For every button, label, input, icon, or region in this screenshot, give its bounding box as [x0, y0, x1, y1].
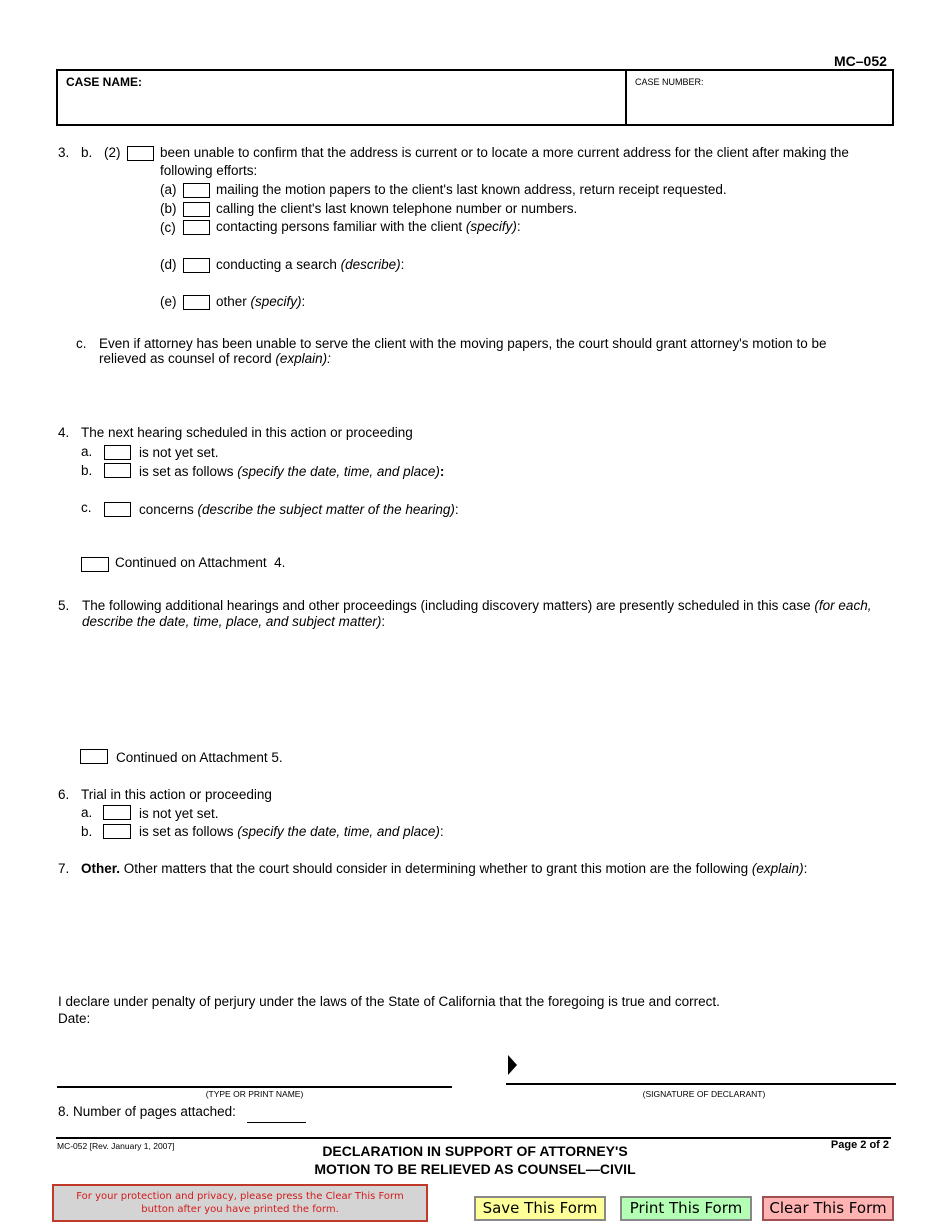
date-label: Date: — [58, 1011, 91, 1026]
item3-b2-text-2: following efforts: — [160, 163, 258, 178]
item4-b-label: b. — [81, 463, 93, 478]
privacy-notice — [52, 1184, 428, 1222]
item4-c-checkbox[interactable] — [104, 502, 131, 517]
revision-text: MC-052 [Rev. January 1, 2007] — [57, 1141, 175, 1151]
signature-caption: (SIGNATURE OF DECLARANT) — [642, 1089, 766, 1099]
item4-c-text: concerns (describe the subject matter of the hearing): — [139, 502, 459, 517]
item6-a-label: a. — [81, 805, 93, 820]
date-field[interactable] — [100, 1011, 300, 1027]
item4-a-checkbox[interactable] — [104, 445, 131, 460]
name-caption: (TYPE OR PRINT NAME) — [205, 1089, 304, 1099]
item4-text: The next hearing scheduled in this action or proceeding — [81, 425, 413, 440]
item5-continued: Continued on Attachment 5. — [116, 750, 283, 765]
item3-b-label: b. — [81, 145, 93, 160]
effort-e-label: (e) — [160, 294, 177, 309]
item4-a-label: a. — [81, 444, 93, 459]
case-header-box — [56, 69, 894, 126]
item7-text: Other. Other matters that the court should consider in determining whether to grant this motion are the following (explain): — [81, 861, 808, 876]
effort-e-checkbox[interactable] — [183, 295, 210, 310]
item3-c-text-1: Even if attorney has been unable to serve the client with the moving papers, the court should grant attorney's motion to be — [99, 336, 827, 351]
pages-attached-field[interactable] — [247, 1122, 306, 1123]
case-number-label: CASE NUMBER: — [635, 77, 704, 87]
privacy-notice-line-1: For your protection and privacy, please press the Clear This Form — [76, 1191, 404, 1202]
item6-a-checkbox[interactable] — [103, 805, 131, 820]
item3-c-text-2: relieved as counsel of record (explain): — [99, 351, 331, 366]
effort-c-checkbox[interactable] — [183, 220, 210, 235]
item7-number: 7. — [58, 861, 70, 876]
signature-arrow-icon — [506, 1053, 518, 1077]
item3-b2-label: (2) — [104, 145, 121, 160]
effort-b-label: (b) — [160, 201, 177, 216]
case-name-label: CASE NAME: — [66, 75, 143, 89]
item6-b-label: b. — [81, 824, 93, 839]
case-box-divider — [625, 71, 627, 124]
effort-e-text: other (specify): — [216, 294, 306, 309]
item6-text: Trial in this action or proceeding — [81, 787, 272, 802]
item4-continued: Continued on Attachment 4. — [115, 555, 286, 570]
item3-number: 3. — [58, 145, 70, 160]
name-line — [57, 1086, 452, 1088]
item4-b-checkbox[interactable] — [104, 463, 131, 478]
effort-a-checkbox[interactable] — [183, 183, 210, 198]
item4-attachment-checkbox[interactable] — [81, 557, 109, 572]
item6-b-checkbox[interactable] — [103, 824, 131, 839]
item5-attachment-checkbox[interactable] — [80, 749, 108, 764]
item6-a-text: is not yet set. — [139, 806, 219, 821]
form-id: MC–052 — [834, 53, 887, 69]
item3-b2-text-1: been unable to confirm that the address is current or to locate a more current address for the client after making the — [160, 145, 849, 160]
effort-c-label: (c) — [160, 220, 176, 235]
item3-b2-checkbox[interactable] — [127, 146, 154, 161]
item4-b-text: is set as follows (specify the date, time, and place): — [139, 464, 445, 479]
case-number-field[interactable] — [635, 91, 885, 121]
case-name-field[interactable] — [66, 91, 616, 121]
save-button[interactable]: Save This Form — [474, 1196, 606, 1221]
item5-number: 5. — [58, 598, 70, 613]
item4-c-label: c. — [81, 500, 92, 515]
effort-d-text: conducting a search (describe): — [216, 257, 405, 272]
effort-d-checkbox[interactable] — [183, 258, 210, 273]
item4-number: 4. — [58, 425, 70, 440]
footer-rule — [56, 1137, 891, 1139]
item6-b-text: is set as follows (specify the date, time, and place): — [139, 824, 444, 839]
effort-a-text: mailing the motion papers to the client's last known address, return receipt requested. — [216, 182, 727, 197]
item6-number: 6. — [58, 787, 70, 802]
signature-line — [506, 1083, 896, 1085]
declaration-text: I declare under penalty of perjury under the laws of the State of California that the foregoing is true and correct. — [58, 994, 720, 1009]
effort-c-text: contacting persons familiar with the client (specify): — [216, 219, 521, 234]
item5-text-1: The following additional hearings and other proceedings (including discovery matters) are presently scheduled in this case (for each, — [82, 598, 872, 613]
privacy-notice-line-2: button after you have printed the form. — [141, 1204, 339, 1215]
effort-b-text: calling the client's last known telephone number or numbers. — [216, 201, 578, 216]
item4-a-text: is not yet set. — [139, 445, 219, 460]
print-button[interactable]: Print This Form — [620, 1196, 752, 1221]
form-title-2: MOTION TO BE RELIEVED AS COUNSEL—CIVIL — [314, 1161, 636, 1177]
name-field[interactable] — [58, 1052, 450, 1084]
item3-c-label: c. — [76, 336, 87, 351]
page-number: Page 2 of 2 — [830, 1139, 889, 1151]
item5-text-2: describe the date, time, place, and subject matter): — [82, 614, 386, 629]
form-title-1: DECLARATION IN SUPPORT OF ATTORNEY'S — [322, 1143, 628, 1159]
effort-a-label: (a) — [160, 182, 177, 197]
effort-b-checkbox[interactable] — [183, 202, 210, 217]
effort-d-label: (d) — [160, 257, 177, 272]
item8-text: 8. Number of pages attached: — [58, 1104, 236, 1119]
clear-button[interactable]: Clear This Form — [762, 1196, 894, 1221]
